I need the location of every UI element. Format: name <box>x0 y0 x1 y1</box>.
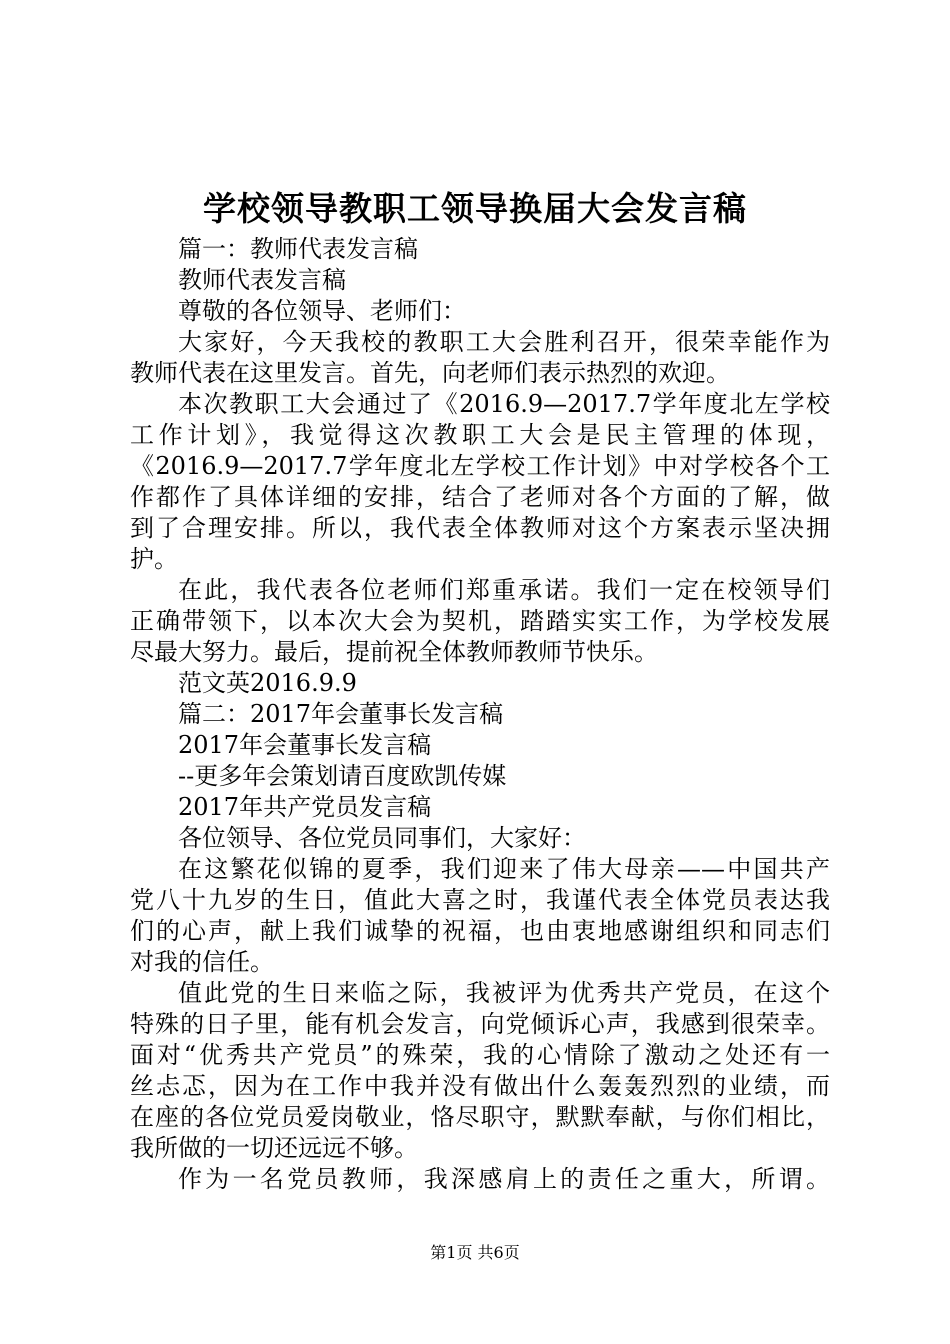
text-line: 《2016.9—2017.7学年度北左学校工作计划》中对学校各个工 <box>130 452 830 480</box>
text-line: 正确带领下，以本次大会为契机，踏踏实实工作，为学校发展 <box>130 607 830 635</box>
document-title: 学校领导教职工领导换届大会发言稿 <box>203 189 747 228</box>
text-line: 丝忐忑，因为在工作中我并没有做出什么轰轰烈烈的业绩，而 <box>130 1072 830 1100</box>
text-line: 护。 <box>130 545 178 573</box>
document-body <box>130 234 830 1195</box>
text-line: 对我的信任。 <box>130 948 274 976</box>
text-line: 篇二：2017年会董事长发言稿 <box>178 700 504 728</box>
page-footer: 第1页 共6页 <box>430 1243 520 1262</box>
text-line: 作为一名党员教师，我深感肩上的责任之重大，所谓。 <box>178 1165 830 1193</box>
text-line: 在这繁花似锦的夏季，我们迎来了伟大母亲——中国共产 <box>178 855 830 883</box>
text-line: 到了合理安排。所以，我代表全体教师对这个方案表示坚决拥 <box>130 514 830 542</box>
text-line: 教师代表发言稿 <box>178 266 346 294</box>
text-line: 们的心声，献上我们诚挚的祝福，也由衷地感谢组织和同志们 <box>130 917 830 945</box>
text-line: 在座的各位党员爱岗敬业，恪尽职守，默默奉献，与你们相比， <box>130 1103 830 1131</box>
text-line: 特殊的日子里，能有机会发言，向党倾诉心声，我感到很荣幸。 <box>130 1010 830 1038</box>
text-line: 面对“优秀共产党员”的殊荣，我的心情除了激动之处还有一 <box>130 1041 830 1069</box>
text-line: 教师代表在这里发言。首先，向老师们表示热烈的欢迎。 <box>130 359 730 387</box>
text-line: 2017年会董事长发言稿 <box>178 731 432 759</box>
text-line: 尊敬的各位领导、老师们： <box>178 297 466 325</box>
text-line: 党八十九岁的生日，值此大喜之时，我谨代表全体党员表达我 <box>130 886 830 914</box>
text-line: 范文英2016.9.9 <box>178 669 357 697</box>
text-line: 各位领导、各位党员同事们，大家好： <box>178 824 586 852</box>
text-line: 篇一：教师代表发言稿 <box>178 235 418 263</box>
text-line: 值此党的生日来临之际，我被评为优秀共产党员，在这个 <box>178 979 830 1007</box>
text-line: --更多年会策划请百度欧凯传媒 <box>178 762 507 790</box>
text-line: 大家好，今天我校的教职工大会胜利召开，很荣幸能作为 <box>178 328 830 356</box>
text-line: 尽最大努力。最后，提前祝全体教师教师节快乐。 <box>130 638 658 666</box>
text-line: 作都作了具体详细的安排，结合了老师对各个方面的了解，做 <box>130 483 830 511</box>
text-line: 在此，我代表各位老师们郑重承诺。我们一定在校领导们 <box>178 576 830 604</box>
text-line: 我所做的一切还远远不够。 <box>130 1134 418 1162</box>
text-line: 工作计划》，我觉得这次教职工大会是民主管理的体现， <box>130 421 830 449</box>
text-line: 2017年共产党员发言稿 <box>178 793 432 821</box>
text-line: 本次教职工大会通过了《2016.9—2017.7学年度北左学校 <box>178 390 830 418</box>
